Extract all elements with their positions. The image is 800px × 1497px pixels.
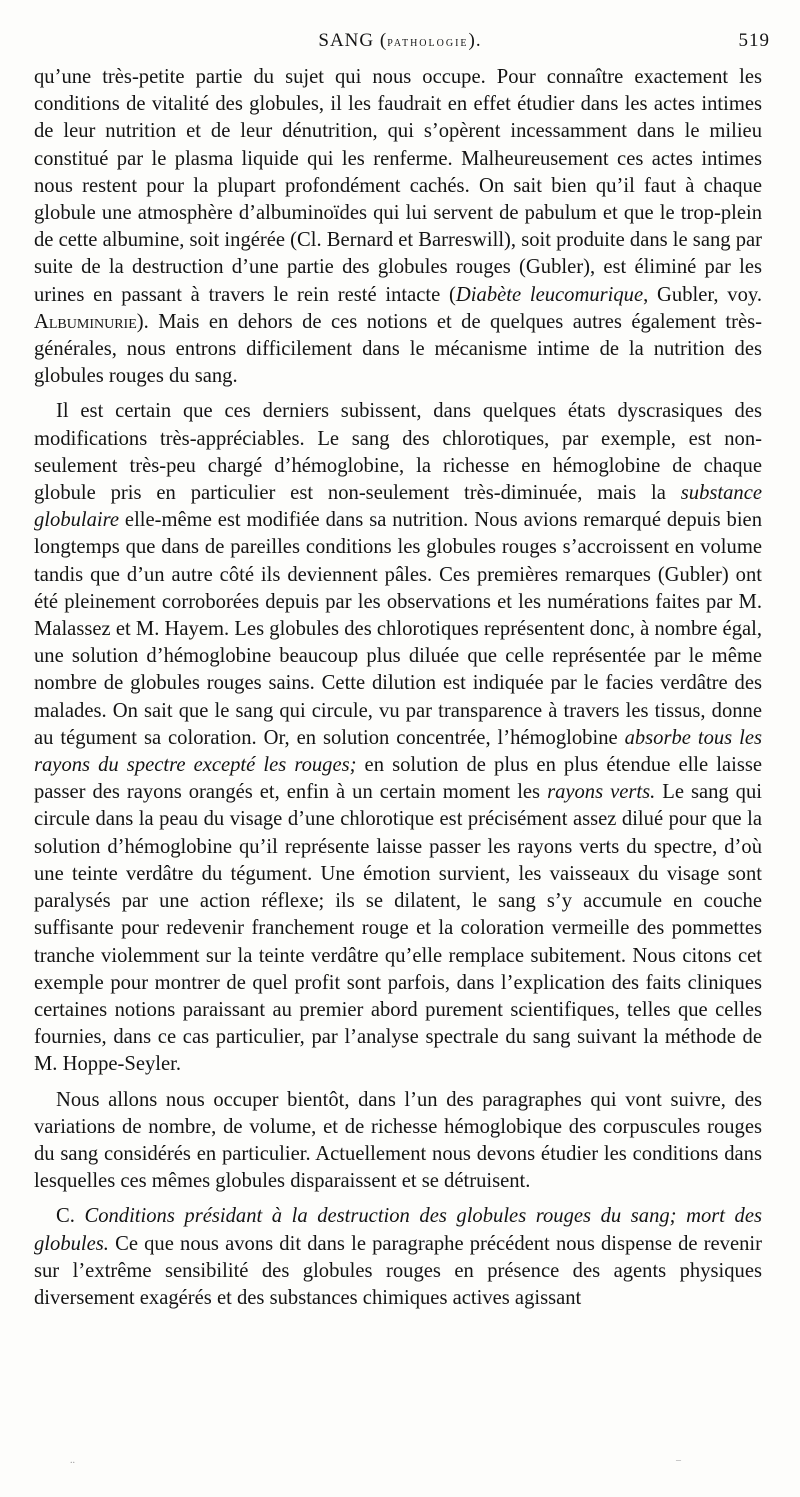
- paragraph-2-text-a: Il est certain que ces derniers subissent, dans quelques états dyscrasiques des modifications très-appréciables. Le sang des chlorotiques, par exemple, est non-seulement très-peu chargé d’hémoglobine, la richesse en hémoglobine de chaque globule pris en particulier est non-seulement très-diminuée, mais la: [34, 400, 762, 505]
- paragraph-4-section-heading: Conditions présidant à la destruction des globules rouges du sang; mort des globules.: [34, 1205, 762, 1255]
- paragraph-4-section-letter: C.: [56, 1205, 85, 1228]
- paragraph-2-italic-b: substance globulaire: [34, 482, 762, 532]
- paragraph-4-text-c: Ce que nous avons dit dans le paragraphe précédent nous dispense de revenir sur l’extrême sensibilité des globules rouges en présence des agents physiques diversement exagérés et des substances chimiques actives agissant: [34, 1232, 762, 1309]
- paragraph-2: [34, 398, 762, 1078]
- paragraph-3: Nous allons nous occuper bientôt, dans l’un des paragraphes qui vont suivre, des variations de nombre, de volume, et de richesse hémoglobique des corpuscules rouges du sang considérés en particulier. Actuellement nous devons étudier les conditions dans lesquelles ces mêmes globules disparaissent et se détruisent.: [34, 1088, 762, 1193]
- paragraph-1-italic: Diabète leucomurique: [455, 283, 644, 306]
- paragraph-2-text-e: en solution de plus en plus étendue elle laisse passer des rayons orangés et, enfin à un certain moment les: [34, 754, 762, 804]
- page-number: 519: [738, 30, 770, 51]
- paragraph-4: [34, 1203, 762, 1312]
- paragraph-1-text-c: , Gubler, voy.: [643, 283, 762, 306]
- footer-mark-left: ..: [70, 1455, 75, 1466]
- paragraph-2-italic-d: absorbe tous les rayons du spectre excepté les rouges;: [34, 726, 763, 777]
- running-title-main: SANG (: [318, 30, 388, 51]
- running-header: [30, 30, 770, 60]
- paragraph-2-italic-f: rayons verts.: [547, 781, 656, 804]
- paragraph-2-text-c: elle-même est modifiée dans sa nutrition. Nous avions remarqué depuis bien longtemps que dans de pareilles conditions les globules rouges s’accroissent en volume tandis que d’un autre côté ils deviennent pâles. Ces premières remarques (Gubler) ont été pleinement corroborées depuis par les observations et les numérations faites par M. Malassez et M. Hayem. Les globules des chlorotiques représentent donc, à nombre égal, une solution d’hémoglobine beaucoup plus diluée que celle représentée par le même nombre de globules rouges sains. Cette dilution est indiquée par le facies verdâtre des malades. On sait que le sang qui circule, vu par transparence à travers les tissus, donne au tégument sa coloration. Or, en solution concentrée, l’hémoglobine: [34, 509, 762, 749]
- paragraph-1-text-a: qu’une très-petite partie du sujet qui nous occupe. Pour connaître exactement les conditions de vitalité des globules, il les faudrait en effet étudier dans les actes intimes de leur nutrition et de leur dénutrition, qui s’opèrent incessamment dans le milieu constitué par le plasma liquide qui les renferme. Malheureusement ces actes intimes nous restent pour la plupart profondément cachés. On sait bien qu’il faut à chaque globule une atmosphère d’albuminoïdes qui lui servent de pabulum et que le trop-plein de cette albumine, soit ingérée (Cl. Bernard et Barreswill), soit produite dans le sang par suite de la destruction d’une partie des globules rouges (Gubler), est éliminé par les urines en passant à travers le rein resté intacte (: [34, 66, 762, 306]
- footer-marks: [0, 1455, 800, 1465]
- paragraph-2-text-g: Le sang qui circule dans la peau du visage d’une chlorotique est précisément assez dilué pour que la solution d’hémoglobine qu’il représente laisse passer les rayons verts du spectre, d’où une teinte verdâtre du tégument. Une émotion survient, les vaisseaux du visage sont paralysés par une action réflexe; ils se dilatent, le sang s’y accumule en couche suffisante pour redevenir franchement rouge et la coloration vermeille des pommettes tranche violemment sur la teinte verdâtre qu’elle remplace subitement. Nous citons cet exemple pour montrer de quel profit sont parfois, dans l’explication des faits cliniques certaines notions paraissant au premier abord purement scientifiques, telles que celles fournies, dans ce cas particulier, par l’analyse spectrale du sang suivant la méthode de M. Hoppe-Seyler.: [34, 781, 762, 1076]
- body-text: [34, 64, 762, 1312]
- running-title-subject: pathologie: [387, 35, 469, 50]
- paragraph-1-small-caps: Albuminurie: [34, 310, 137, 333]
- running-title-end: ).: [468, 30, 482, 51]
- paragraph-1-text-e: ). Mais en dehors de ces notions et de quelques autres également très-générales, nous entrons difficilement dans le mécanisme intime de la nutrition des globules rouges du sang.: [34, 310, 762, 388]
- running-title: [30, 30, 770, 52]
- paragraph-1: [34, 64, 762, 390]
- footer-mark-right: –: [676, 1455, 681, 1466]
